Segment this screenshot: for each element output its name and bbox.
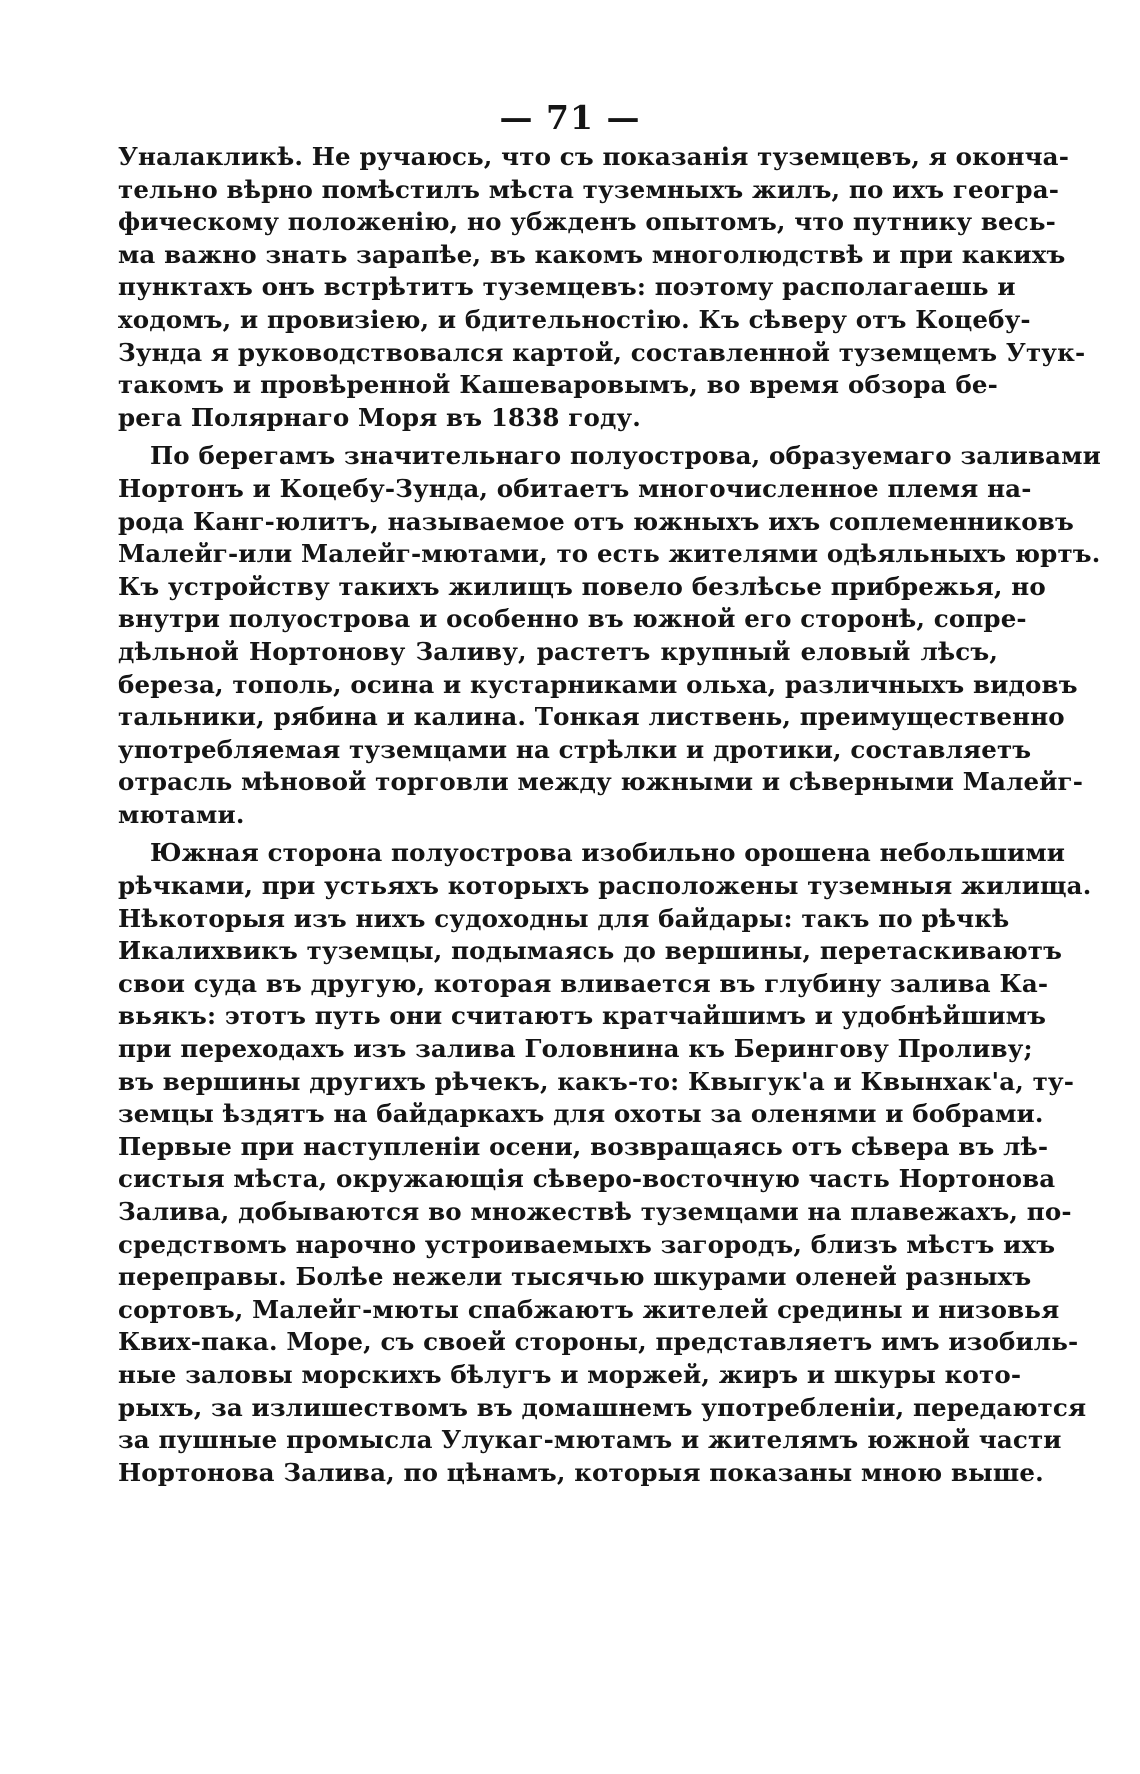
text-line: рѣчками, при устьяхъ которыхъ расположены туземныя жилища.: [118, 871, 1092, 901]
text-line: отрасль мѣновой торговли между южными и сѣверными Малейг-: [118, 767, 1084, 797]
text-line: переправы. Болѣе нежели тысячью шкурами оленей разныхъ: [118, 1262, 1032, 1292]
text-line: По берегамъ значительнаго полуострова, образуемаго заливами: [150, 441, 1101, 471]
paragraph-1: [118, 141, 1086, 434]
text-line: рода Канг-юлитъ, называемое отъ южныхъ ихъ соплеменниковъ: [118, 506, 1074, 536]
text-line: за пушные промысла Улукаг-мютамъ и жителямъ южной части: [118, 1425, 1062, 1455]
text-line: Первые при наступленіи осени, возвращаясь отъ сѣвера въ лѣ-: [118, 1131, 1049, 1161]
text-line: Нѣкоторыя изъ нихъ судоходны для байдары: такъ по рѣчкѣ: [118, 903, 1010, 933]
text-line: Нортонова Залива, по цѣнамъ, которыя показаны мною выше.: [118, 1457, 1044, 1487]
text-line: тельно вѣрно помѣстилъ мѣста туземныхъ жилъ, по ихъ геогра-: [118, 174, 1060, 204]
text-line: вьякъ: этотъ путь они считаютъ кратчайшимъ и удобнѣйшимъ: [118, 1001, 1047, 1031]
text-line: земцы ѣздятъ на байдаркахъ для охоты за оленями и бобрами.: [118, 1099, 1044, 1129]
text-line: внутри полуострова и особенно въ южной его сторонѣ, сопре-: [118, 604, 1027, 634]
text-line: употребляемая туземцами на стрѣлки и дротики, составляетъ: [118, 734, 1032, 764]
paragraph-2: [118, 440, 1101, 831]
text-line: при переходахъ изъ залива Головнина къ Берингову Проливу;: [118, 1034, 1033, 1064]
text-line: ма важно знать зарапѣе, въ какомъ многолюдствѣ и при какихъ: [118, 239, 1066, 269]
text-line: ные заловы морскихъ бѣлугъ и моржей, жиръ и шкуры кото-: [118, 1359, 1022, 1389]
text-line: Икалихвикъ туземцы, подымаясь до вершины, перетаскиваютъ: [118, 936, 1063, 966]
text-line: въ вершины другихъ рѣчекъ, какъ-то: Квыгук'а и Квынхак'а, ту-: [118, 1066, 1075, 1096]
text-line: Малейг-или Малейг-мютами, то есть жителями одѣяльныхъ юртъ.: [118, 539, 1101, 569]
text-line: береза, тополь, осина и кустарниками ольха, различныхъ видовъ: [118, 669, 1078, 699]
text-line: средствомъ нарочно устроиваемыхъ загородъ, близъ мѣстъ ихъ: [118, 1229, 1056, 1259]
text-line: рега Полярнаго Моря въ 1838 году.: [118, 402, 641, 432]
text-line: Квих-пака. Море, съ своей стороны, представляетъ имъ изобиль-: [118, 1327, 1079, 1357]
text-line: рыхъ, за излишествомъ въ домашнемъ употребленіи, передаются: [118, 1392, 1087, 1422]
text-line: фическому положенію, но убжденъ опытомъ, что путнику весь-: [118, 207, 1056, 237]
text-line: сортовъ, Малейг-мюты спабжаютъ жителей средины и низовья: [118, 1294, 1060, 1324]
text-line: такомъ и провѣренной Кашеваровымъ, во время обзора бе-: [118, 370, 998, 400]
text-line: Зунда я руководствовался картой, составленной туземцемъ Утук-: [118, 337, 1086, 367]
page-number: — 71 —: [499, 98, 641, 137]
text-line: Уналакликѣ. Не ручаюсь, что съ показанія туземцевъ, я оконча-: [118, 142, 1070, 171]
text-line: ходомъ, и провизіею, и бдительностію. Къ сѣверу отъ Коцебу-: [118, 304, 1031, 334]
text-line: дѣльной Нортонову Заливу, растетъ крупный еловый лѣсъ,: [118, 636, 998, 666]
text-line: Залива, добываются во множествѣ туземцами на плавежахъ, по-: [118, 1197, 1072, 1226]
text-line: систыя мѣста, окружающія сѣверо-восточную часть Нортонова: [118, 1164, 1056, 1194]
body-text: [118, 141, 1101, 1489]
text-line: мютами.: [118, 799, 245, 829]
text-line: Южная сторона полуострова изобильно орошена небольшими: [150, 838, 1066, 868]
paragraph-3: [118, 837, 1092, 1489]
text-line: тальники, рябина и калина. Тонкая листвень, преимущественно: [118, 702, 1065, 732]
text-line: Нортонъ и Коцебу-Зунда, обитаетъ многочисленное племя на-: [118, 473, 1032, 503]
text-line: Къ устройству такихъ жилищъ повело безлѣсье прибрежья, но: [118, 571, 1046, 601]
text-line: пунктахъ онъ встрѣтитъ туземцевъ: поэтому располагаешь и: [118, 272, 1016, 302]
text-line: свои суда въ другую, которая вливается въ глубину залива Ка-: [118, 968, 1049, 998]
